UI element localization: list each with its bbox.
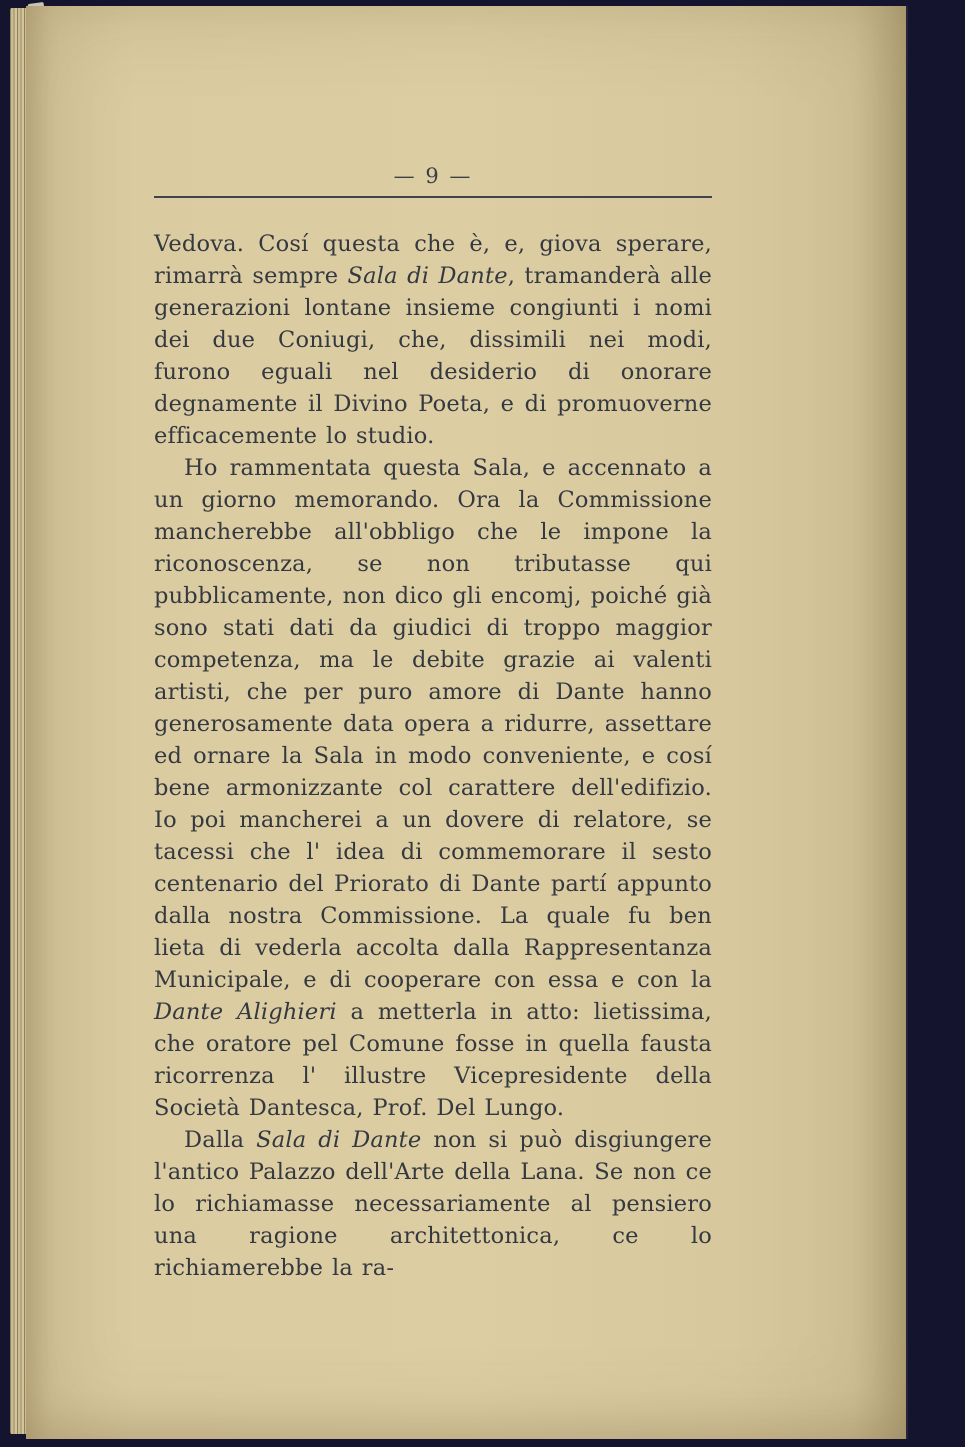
paragraph (154, 452, 712, 1124)
book-page (26, 6, 906, 1439)
paragraph (154, 1124, 712, 1284)
text-segment: , tramanderà alle generazioni lontane insieme congiunti i nomi dei due Coniugi, che, dissimili nei modi, furono eguali nel desiderio di onorare degnamente il Divino Poeta, e di promuoverne efficacemente lo studio. (154, 263, 712, 449)
text-segment: non si può disgiungere l'antico Palazzo dell'Arte della Lana. Se non ce lo richiamasse necessariamente al pensiero una ragione architettonica, ce lo richiamerebbe la ra- (154, 1127, 712, 1281)
italic-text-segment: Sala di Dante (256, 1127, 422, 1153)
text-segment: Dalla (184, 1127, 257, 1153)
page-stack-edges (10, 8, 27, 1434)
text-segment: Ho rammentata questa Sala, e accennato a un giorno memorando. Ora la Commissione mancherebbe all'obbligo che le impone la riconoscenza, se non tributasse qui pubblicamente, non dico gli encomj, poiché già sono stati dati da giudici di troppo maggior competenza, ma le debite grazie ai valenti artisti, che per puro amore di Dante hanno generosamente data opera a ridurre, assettare ed ornare la Sala in modo conveniente, e cosí bene armonizzante col carattere dell'edifizio. Io poi mancherei a un dovere di relatore, se tacessi che l' idea di commemorare il sesto centenario del Priorato di Dante partí appunto dalla nostra Commissione. La quale fu ben lieta di vederla accolta dalla Rappresentanza Municipale, e di cooperare con essa e con la (154, 455, 712, 993)
header-rule (154, 196, 712, 198)
page-content (154, 164, 712, 1284)
text-segment: Vedova. Cosí questa che è, e, giova sperare, rimarrà sempre (154, 231, 712, 289)
paragraph (154, 228, 712, 452)
page-number: — 9 — (393, 164, 473, 188)
italic-text-segment: Sala di Dante (347, 263, 508, 289)
text-segment: a metterla in atto: lietissima, che oratore pel Comune fosse in quella fausta ricorrenza l' illustre Vicepresidente della Società Dantesca, Prof. Del Lungo. (154, 999, 712, 1121)
italic-text-segment: Dante Alighieri (154, 999, 337, 1025)
